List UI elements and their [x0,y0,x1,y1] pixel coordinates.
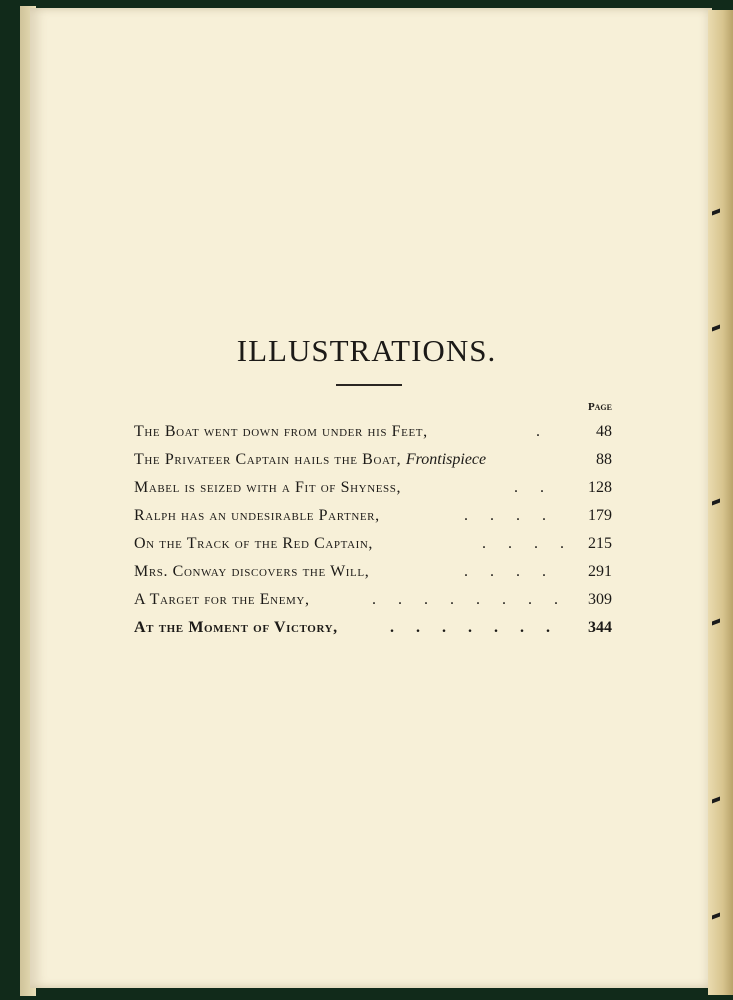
page-number: 48 [596,423,612,440]
illustration-list [134,418,614,642]
leader-dots: . . . . [464,563,555,580]
illustration-caption: Mabel is seized with a Fit of Shyness, [134,479,402,496]
leader-dots: . . . . [482,535,573,552]
page-column-label: Page [587,401,612,413]
list-item [134,530,614,558]
page-number: 291 [588,563,612,580]
list-item [134,614,614,642]
page-number: 128 [588,479,612,496]
list-item [134,502,614,530]
list-item [134,586,614,614]
illustration-caption: A Target for the Enemy, [134,591,310,608]
page-number: 215 [588,535,612,552]
list-item [134,558,614,586]
illustration-caption: On the Track of the Red Captain, [134,535,374,552]
illustration-caption: At the Moment of Victory, [134,619,338,636]
illustration-caption: The Privateer Captain hails the Boat, Frontispiece [134,451,487,468]
illustration-caption: The Boat went down from under his Feet, [134,423,428,440]
list-item [134,474,614,502]
page-title: ILLUSTRATIONS. [236,333,497,368]
leader-dots: . . [514,479,553,496]
frontispiece-note: Frontispiece [405,451,487,468]
page-number: 88 [596,451,612,468]
leader-dots: . . . . . . . . [372,591,567,608]
page-number: 344 [588,619,612,636]
list-item [134,446,614,474]
illustration-caption: Mrs. Conway discovers the Will, [134,563,370,580]
page-number: 309 [588,591,612,608]
title-rule [336,384,402,386]
list-item [134,418,614,446]
leader-dots: . . . . . . . [390,619,559,636]
leader-dots: . . . . [464,507,555,524]
illustration-caption: Ralph has an undesirable Partner, [134,507,380,524]
leader-dots: . [536,423,549,440]
page-number: 179 [588,507,612,524]
